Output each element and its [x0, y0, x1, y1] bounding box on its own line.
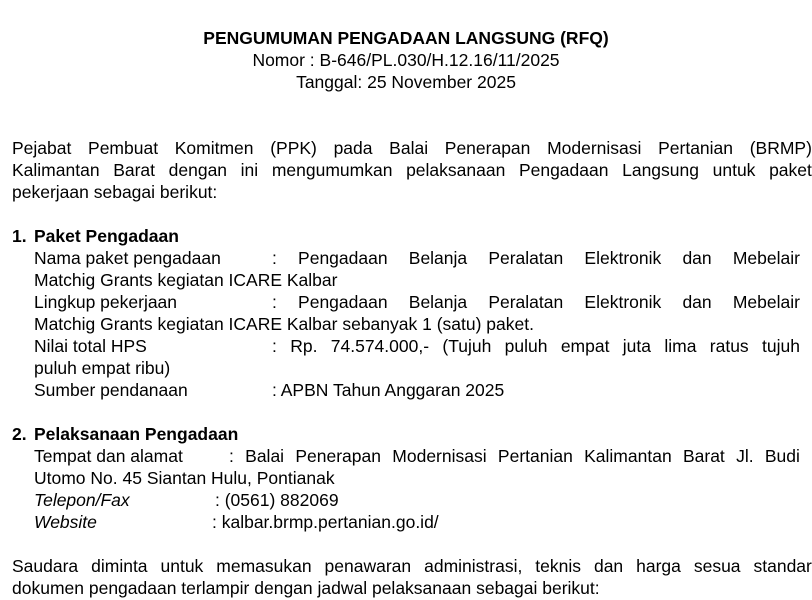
word: pelaksanaan: [406, 160, 506, 180]
word: empat: [560, 336, 610, 356]
word: Komitmen: [174, 138, 254, 158]
word: untuk: [160, 556, 204, 576]
word: :: [272, 336, 277, 356]
word: Rp.: [290, 336, 318, 356]
section-1-title: Paket Pengadaan: [34, 226, 179, 246]
nilai-hps-continued: puluh empat ribu): [34, 358, 171, 378]
section-1-number: 1.: [12, 226, 27, 246]
word: Langsung: [622, 160, 699, 180]
lingkup-pekerjaan-continued: Matchig Grants kegiatan ICARE Kalbar sebanyak 1 (satu) paket.: [34, 314, 534, 334]
word: mengumumkan: [271, 160, 393, 180]
word: untuk: [712, 160, 756, 180]
word: Pejabat: [12, 138, 72, 158]
word: dengan: [168, 160, 228, 180]
word: teknis: [535, 556, 582, 576]
lingkup-pekerjaan-value: [272, 291, 800, 313]
word: Pengadaan: [298, 248, 388, 268]
sumber-pendanaan-label: Sumber pendanaan: [34, 380, 188, 400]
word: Barat: [113, 160, 156, 180]
closing-line-2: dokumen pengadaan terlampir dengan jadwal pelaksanaan sebagai berikut:: [12, 578, 600, 598]
tempat-alamat-continued: Utomo No. 45 Siantan Hulu, Pontianak: [34, 468, 335, 488]
word: 74.574.000,-: [330, 336, 430, 356]
word: standar: [753, 556, 812, 576]
word: Elektronik: [584, 248, 662, 268]
word: :: [272, 292, 277, 312]
word: (BRMP): [749, 138, 812, 158]
word: Balai: [245, 446, 285, 466]
website-label: Website: [34, 512, 97, 532]
word: ini: [240, 160, 259, 180]
word: diminta: [91, 556, 148, 576]
word: Modernisasi: [547, 138, 642, 158]
word: (PPK): [270, 138, 317, 158]
nama-paket-value: [272, 247, 800, 269]
word: :: [229, 446, 234, 466]
word: dan: [682, 248, 712, 268]
word: Budi: [764, 446, 800, 466]
word: tujuh: [762, 336, 800, 356]
section-2-number: 2.: [12, 424, 27, 444]
word: Pengadaan: [298, 292, 388, 312]
word: penawaran: [324, 556, 412, 576]
word: sesua: [693, 556, 741, 576]
word: :: [272, 248, 277, 268]
word: Mebelair: [732, 248, 800, 268]
nama-paket-continued: Matchig Grants kegiatan ICARE Kalbar: [34, 270, 338, 290]
word: juta: [622, 336, 652, 356]
word: pada: [333, 138, 373, 158]
word: puluh: [504, 336, 548, 356]
document-number: Nomor : B-646/PL.030/H.12.16/11/2025: [252, 50, 560, 70]
tempat-alamat-label: Tempat dan alamat: [34, 446, 183, 466]
word: Saudara: [12, 556, 79, 576]
lingkup-pekerjaan-label: Lingkup pekerjaan: [34, 292, 178, 312]
nilai-hps-value: [272, 335, 800, 357]
word: Pertanian: [658, 138, 734, 158]
word: Penerapan: [444, 138, 531, 158]
word: administrasi,: [424, 556, 523, 576]
website-value: : kalbar.brmp.pertanian.go.id/: [212, 512, 439, 532]
telepon-value: : (0561) 882069: [215, 490, 339, 510]
document-date: Tanggal: 25 November 2025: [296, 72, 516, 92]
section-2-title: Pelaksanaan Pengadaan: [34, 424, 239, 444]
intro-line-1: [12, 137, 812, 159]
word: Peralatan: [488, 248, 564, 268]
nilai-hps-label: Nilai total HPS: [34, 336, 147, 356]
sumber-pendanaan-value: : APBN Tahun Anggaran 2025: [272, 380, 505, 400]
document-title: PENGUMUMAN PENGADAAN LANGSUNG (RFQ): [203, 28, 609, 48]
word: harga: [636, 556, 681, 576]
word: Kalimantan: [584, 446, 672, 466]
word: Belanja: [408, 292, 468, 312]
word: dan: [593, 556, 624, 576]
word: Kalimantan: [12, 160, 100, 180]
word: Pembuat: [88, 138, 159, 158]
word: Mebelair: [732, 292, 800, 312]
intro-line-2: [12, 159, 812, 181]
intro-line-3: pekerjaan sebagai berikut:: [12, 182, 218, 202]
word: Peralatan: [488, 292, 564, 312]
word: Balai: [389, 138, 429, 158]
word: (Tujuh: [442, 336, 492, 356]
word: Jl.: [736, 446, 754, 466]
nama-paket-label: Nama paket pengadaan: [34, 248, 221, 268]
word: memasukan: [216, 556, 312, 576]
telepon-label: Telepon/Fax: [34, 490, 130, 510]
word: lima: [664, 336, 697, 356]
word: Pengadaan: [518, 160, 609, 180]
word: dan: [682, 292, 712, 312]
word: Modernisasi: [392, 446, 487, 466]
word: Belanja: [408, 248, 468, 268]
word: Penerapan: [295, 446, 381, 466]
word: paket: [769, 160, 812, 180]
word: Pertanian: [497, 446, 573, 466]
word: Barat: [682, 446, 725, 466]
tempat-alamat-value: [229, 445, 800, 467]
word: Elektronik: [584, 292, 662, 312]
word: ratus: [709, 336, 749, 356]
closing-line-1: [12, 555, 812, 577]
